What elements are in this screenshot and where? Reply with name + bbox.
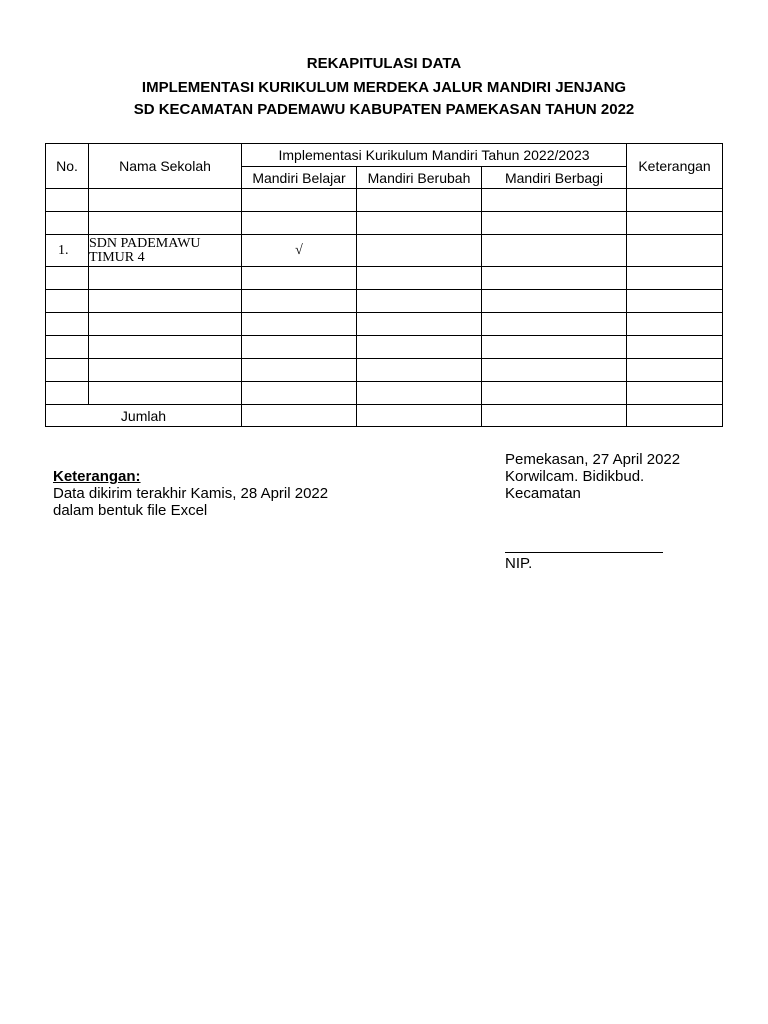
- rekap-table: [45, 143, 723, 427]
- table-header-row: [46, 144, 723, 167]
- document-title: REKAPITULASI DATA: [306, 55, 462, 72]
- cell-nama-sekolah: [89, 235, 242, 267]
- header-mandiri-berubah: Mandiri Berubah: [357, 167, 482, 189]
- notes-section: [53, 468, 328, 519]
- table-row: [46, 359, 723, 382]
- header-implementasi: Implementasi Kurikulum Mandiri Tahun 2022/2023: [242, 144, 627, 167]
- header-keterangan: Keterangan: [627, 144, 723, 189]
- table-row: [46, 290, 723, 313]
- cell-no: 1.: [46, 235, 89, 267]
- signature-role: Korwilcam. Bidikbud.: [505, 468, 645, 485]
- total-row: [46, 405, 723, 427]
- table-row: [46, 336, 723, 359]
- header-mandiri-berbagi: Mandiri Berbagi: [482, 167, 627, 189]
- table-row: [46, 267, 723, 290]
- nama-sekolah-line1: SDN PADEMAWU: [89, 236, 201, 251]
- nama-sekolah-line2: TIMUR 4: [89, 250, 145, 265]
- signature-line: [505, 552, 663, 553]
- document-subtitle: IMPLEMENTASI KURIKULUM MERDEKA JALUR MANDIRI JENJANG: [141, 79, 627, 96]
- document-subtitle-2: SD KECAMATAN PADEMAWU KABUPATEN PAMEKASAN TAHUN 2022: [133, 101, 635, 118]
- signature-nip: NIP.: [505, 555, 533, 572]
- header-mandiri-belajar: Mandiri Belajar: [242, 167, 357, 189]
- table-row: [46, 235, 723, 267]
- notes-heading: Keterangan:: [53, 468, 141, 485]
- signature-area: Kecamatan: [505, 485, 581, 502]
- cell-mandiri-belajar: √: [242, 235, 357, 267]
- signature-place-date: Pemekasan, 27 April 2022: [505, 451, 681, 468]
- signature-block: [505, 451, 680, 502]
- table-row: [46, 212, 723, 235]
- table-row: [46, 189, 723, 212]
- table-row: [46, 382, 723, 405]
- notes-line1: Data dikirim terakhir Kamis, 28 April 2022: [53, 485, 329, 502]
- header-nama-sekolah: Nama Sekolah: [89, 144, 242, 189]
- header-no: No.: [46, 144, 89, 189]
- notes-line2: dalam bentuk file Excel: [53, 502, 208, 519]
- total-label: Jumlah: [46, 405, 242, 427]
- table-row: [46, 313, 723, 336]
